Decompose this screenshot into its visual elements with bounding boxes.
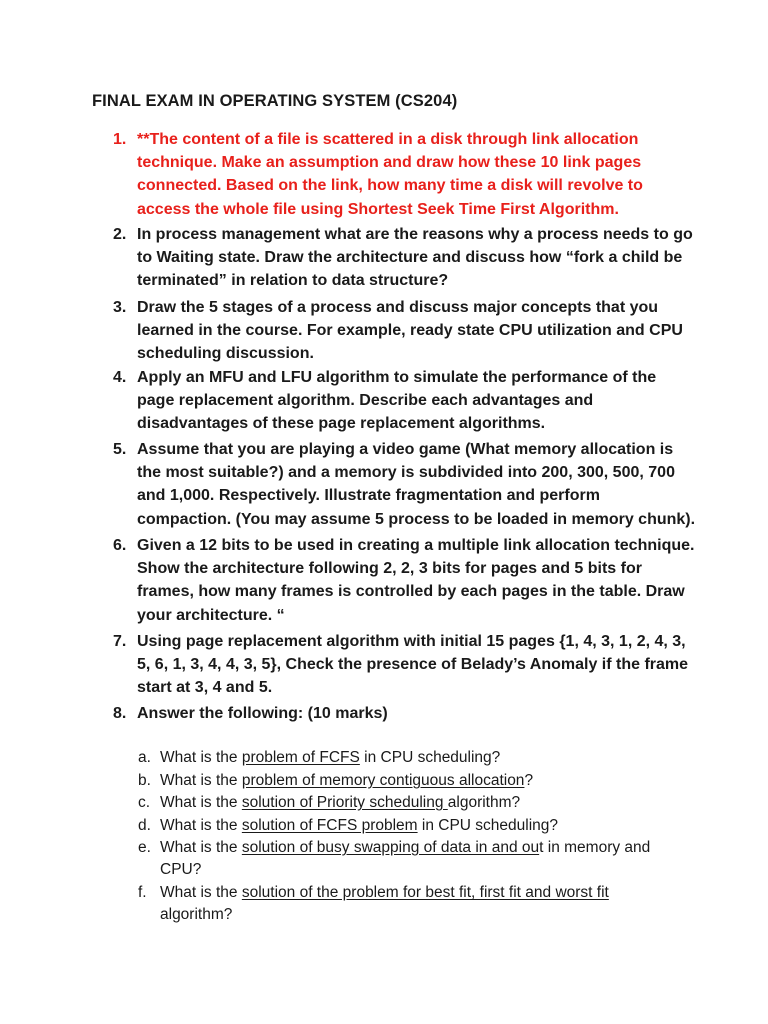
question-text: In process management what are the reasons why a process needs to go to Waiting state. Draw the architecture and discuss how “fork a child be terminated” in relation to data structure? — [137, 226, 693, 290]
underlined-phrase: solution of Priority scheduling — [241, 794, 448, 811]
question-text: Assume that you are playing a video game (What memory allocation is the most suitable?) and a memory is subdivided into 200, 300, 500, 700 and 1,000. Respectively. Illustrate fragmentation and perform compaction. (You may assume 5 process to be loaded in memory chunk). — [137, 441, 696, 528]
subitem-text — [160, 770, 680, 792]
question-number: 7. — [113, 633, 127, 650]
underlined-phrase: solution of the problem for best fit, first fit and worst fit — [241, 884, 609, 901]
exam-title: FINAL EXAM IN OPERATING SYSTEM (CS204) — [92, 92, 458, 110]
subitem-letter: d. — [138, 817, 151, 834]
question-text: **The content of a file is scattered in a disk through link allocation technique. Make an assumption and draw how these 10 link pages connected. Based on the link, how many time a disk will revolve to access the whole file using Shortest Seek Time First Algorithm. — [137, 131, 643, 218]
subitem-text — [160, 747, 680, 769]
subitem-prefix: What is the — [160, 749, 242, 766]
underlined-phrase: problem of FCFS — [241, 749, 360, 766]
subitem-suffix: algorithm? — [447, 794, 521, 811]
question-number: 2. — [113, 226, 127, 243]
question-text: Given a 12 bits to be used in creating a multiple link allocation technique. Show the architecture following 2, 2, 3 bits for pages and 5 bits for frames, how many frames is controlled by each pages in the table. Draw your architecture. “ — [137, 537, 695, 624]
underlined-phrase: problem of memory contiguous allocation — [241, 772, 525, 789]
subitem-letter: e. — [138, 839, 151, 856]
subitem-letter: c. — [138, 794, 151, 811]
question-number: 6. — [113, 537, 127, 554]
subitem-text — [160, 882, 680, 926]
subitem-suffix: in CPU scheduling? — [359, 749, 501, 766]
subitem-prefix: What is the — [160, 817, 242, 834]
question-text: Draw the 5 stages of a process and discuss major concepts that you learned in the course. For example, ready state CPU utilization and CPU scheduling discussion. — [137, 299, 683, 363]
question-number: 4. — [113, 369, 127, 386]
question-text: Using page replacement algorithm with initial 15 pages {1, 4, 3, 1, 2, 4, 3, 5, 6, 1, 3, 4, 4, 3, 5}, Check the presence of Belady’s Anomaly if the frame start at 3, 4 and 5. — [137, 633, 689, 697]
subitem-letter: b. — [138, 772, 151, 789]
subitem-suffix: algorithm? — [160, 906, 233, 923]
subitem-prefix: What is the — [160, 839, 242, 856]
question-text: Answer the following: (10 marks) — [137, 705, 388, 722]
question-number: 1. — [113, 131, 127, 148]
subitem-text — [160, 792, 680, 814]
subitem-letter: a. — [138, 749, 151, 766]
subitem-suffix: t in memory and CPU? — [160, 839, 651, 878]
underlined-phrase: solution of busy swapping of data in and ou — [241, 839, 540, 856]
subitem-prefix: What is the — [160, 794, 242, 811]
question-text: Apply an MFU and LFU algorithm to simulate the performance of the page replacement algorithm. Describe each advantages and disadvantages of these page replacement algorithms. — [137, 369, 657, 433]
subitem-text — [160, 815, 680, 837]
question-number: 8. — [113, 705, 127, 722]
subitem-prefix: What is the — [160, 772, 242, 789]
question-number: 3. — [113, 299, 127, 316]
subitem-suffix: in CPU scheduling? — [417, 817, 559, 834]
subitem-suffix: ? — [524, 772, 534, 789]
subitem-prefix: What is the — [160, 884, 242, 901]
underlined-phrase: solution of FCFS problem — [241, 817, 418, 834]
question-number: 5. — [113, 441, 127, 458]
subitem-text — [160, 837, 680, 881]
subitem-letter: f. — [138, 884, 147, 901]
